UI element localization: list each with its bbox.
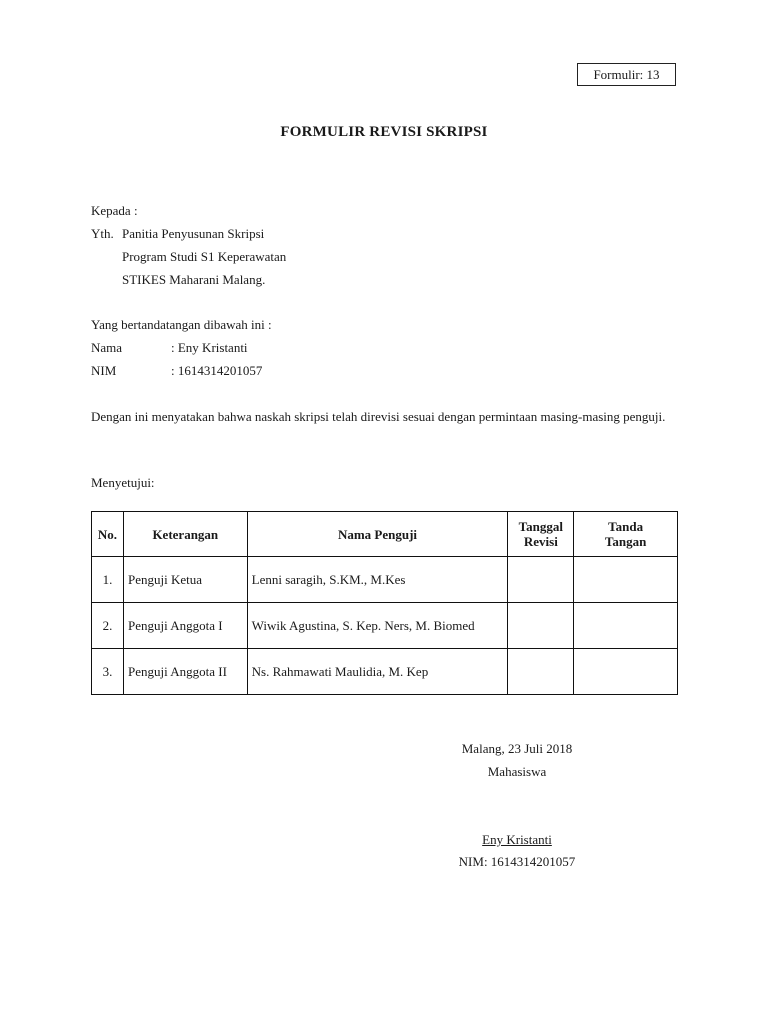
- signer-nim-value: : 1614314201057: [171, 363, 263, 378]
- row-nama-penguji: Lenni saragih, S.KM., M.Kes: [247, 557, 508, 603]
- form-number-badge: Formulir: 13: [577, 63, 676, 86]
- table-row: [92, 649, 678, 695]
- address-kepada: Kepada :: [91, 203, 138, 218]
- table-row: [92, 603, 678, 649]
- header-tanggal-line-2: Revisi: [523, 534, 558, 549]
- signer-nama-label: Nama: [91, 340, 123, 355]
- signer-intro: Yang bertandatangan dibawah ini :: [91, 317, 272, 332]
- row-nama-penguji: Ns. Rahmawati Maulidia, M. Kep: [247, 649, 508, 695]
- header-tanggal-revisi: [508, 512, 574, 557]
- row-tanggal-revisi: [508, 603, 574, 649]
- signer-nim-label: NIM: [91, 363, 117, 378]
- row-tanda-tangan: [574, 557, 678, 603]
- signature-name: Eny Kristanti: [482, 832, 552, 847]
- signature-place-date: Malang, 23 Juli 2018: [461, 741, 573, 756]
- row-no: 1.: [92, 557, 124, 603]
- row-tanda-tangan: [574, 649, 678, 695]
- address-line-3: STIKES Maharani Malang.: [122, 272, 266, 287]
- examiner-table: [91, 511, 678, 695]
- header-tanggal-line-1: Tanggal: [518, 519, 563, 534]
- row-keterangan: Penguji Anggota II: [123, 649, 247, 695]
- header-no: No.: [92, 512, 124, 557]
- signer-nama-value: : Eny Kristanti: [171, 340, 248, 355]
- row-tanggal-revisi: [508, 649, 574, 695]
- header-tanda-line-1: Tanda: [608, 519, 644, 534]
- row-nama-penguji: Wiwik Agustina, S. Kep. Ners, M. Biomed: [247, 603, 508, 649]
- header-tanda-line-2: Tangan: [604, 534, 647, 549]
- header-keterangan: Keterangan: [123, 512, 247, 557]
- address-yth: Yth.: [91, 226, 114, 241]
- signature-nim: NIM: 1614314201057: [458, 854, 576, 869]
- row-keterangan: Penguji Anggota I: [123, 603, 247, 649]
- header-nama-penguji: Nama Penguji: [247, 512, 508, 557]
- row-keterangan: Penguji Ketua: [123, 557, 247, 603]
- header-tanda-tangan: [574, 512, 678, 557]
- row-no: 2.: [92, 603, 124, 649]
- table-header-row: [92, 512, 678, 557]
- table-row: [92, 557, 678, 603]
- signature-role: Mahasiswa: [487, 764, 547, 779]
- row-no: 3.: [92, 649, 124, 695]
- address-line-2: Program Studi S1 Keperawatan: [122, 249, 287, 264]
- statement-paragraph: Dengan ini menyatakan bahwa naskah skripsi telah direvisi sesuai dengan permintaan masing-masing penguji.: [91, 409, 666, 424]
- row-tanggal-revisi: [508, 557, 574, 603]
- approval-label: Menyetujui:: [91, 475, 155, 490]
- page-title: FORMULIR REVISI SKRIPSI: [280, 124, 488, 140]
- row-tanda-tangan: [574, 603, 678, 649]
- address-line-1: Panitia Penyusunan Skripsi: [122, 226, 265, 241]
